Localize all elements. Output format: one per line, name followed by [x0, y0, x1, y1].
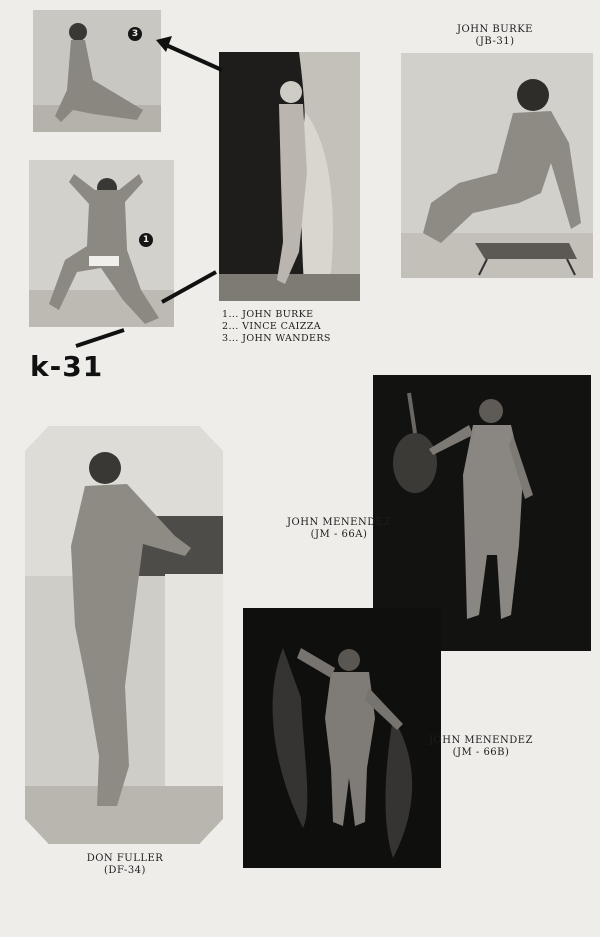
caption-name: DON FULLER [86, 853, 164, 864]
caption-name: JOHN MENENDEZ [429, 735, 533, 746]
list-item-vince-caizza: 2... VINCE CAIZZA [222, 321, 322, 332]
caption-name: JOHN MENENDEZ [287, 517, 391, 528]
photo-name-list [222, 309, 331, 345]
list-item-john-wanders: 3... JOHN WANDERS [222, 333, 331, 344]
caption-john-burke [440, 24, 550, 48]
caption-don-fuller [70, 853, 180, 877]
caption-menendez-b [422, 735, 540, 759]
caption-code: (DF-34) [104, 865, 146, 876]
photo-reclining-figure [401, 53, 593, 278]
photo-badge-one: 1 [139, 233, 153, 247]
caption-code: (JM - 66B) [452, 747, 510, 758]
caption-code: (JM - 66A) [310, 529, 368, 540]
caption-code: (JB-31) [475, 36, 515, 47]
photo-don-fuller [25, 426, 223, 844]
photo-figure-net [243, 608, 441, 868]
caption-menendez-a [280, 517, 398, 541]
caption-name: JOHN BURKE [457, 24, 533, 35]
list-item-john-burke: 1... JOHN BURKE [222, 309, 314, 320]
photo-badge-three: 3 [128, 27, 142, 41]
set-code-label: k-31 [30, 350, 104, 383]
